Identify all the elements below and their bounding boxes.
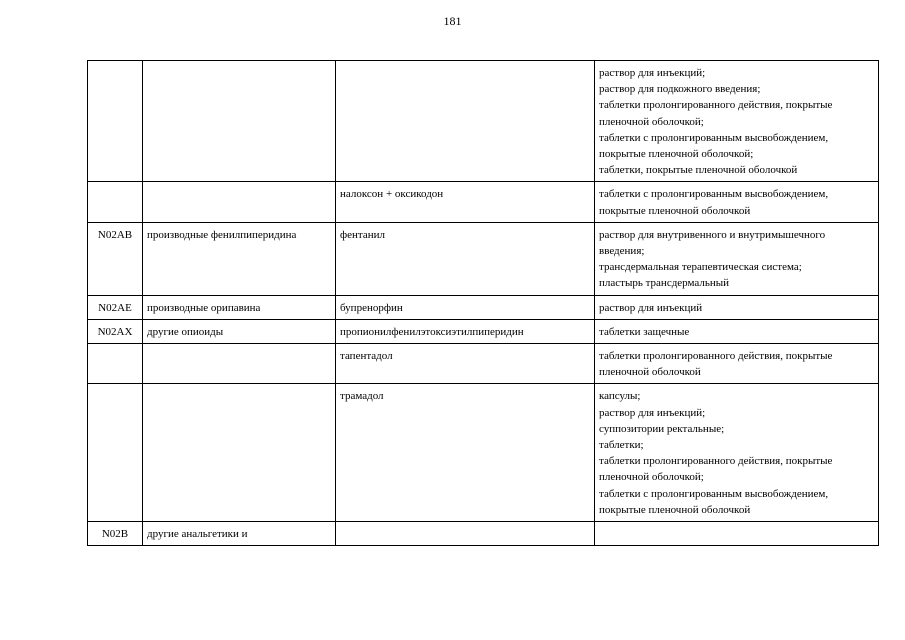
drug-name-cell: бупренорфин <box>336 295 595 319</box>
drug-name-cell: трамадол <box>336 384 595 522</box>
atc-code-cell <box>88 384 143 522</box>
group-name-cell <box>143 182 336 222</box>
drug-name-cell: пропионилфенилэтоксиэтилпиперидин <box>336 319 595 343</box>
dosage-form-line: пленочной оболочкой; <box>599 471 704 484</box>
atc-code-cell: N02AE <box>88 295 143 319</box>
table-row <box>88 182 879 222</box>
table-row <box>88 522 879 546</box>
dosage-form-line: пленочной оболочкой; <box>599 115 704 128</box>
drug-name-cell: фентанил <box>336 222 595 295</box>
dosage-form-line: таблетки пролонгированного действия, покрытые <box>599 99 833 112</box>
drug-name-cell: налоксон + оксикодон <box>336 182 595 222</box>
dosage-form-line: таблетки с пролонгированным высвобождением, <box>599 487 829 500</box>
dosage-form-line: таблетки; <box>599 439 644 452</box>
group-name-cell: производные фенилпиперидина <box>143 222 336 295</box>
dosage-form-cell <box>595 522 879 546</box>
page-number: 181 <box>443 14 462 28</box>
dosage-form-line: покрытые пленочной оболочкой <box>599 204 751 217</box>
dosage-form-line: таблетки пролонгированного действия, покрытые <box>599 455 833 468</box>
table-body <box>88 61 879 546</box>
group-name-cell <box>143 344 336 384</box>
group-name-cell <box>143 384 336 522</box>
dosage-form-cell <box>595 61 879 182</box>
drug-name-cell <box>336 522 595 546</box>
dosage-form-line: раствор для инъекций; <box>599 406 706 419</box>
dosage-form-line: покрытые пленочной оболочкой <box>599 503 751 516</box>
dosage-form-cell <box>595 182 879 222</box>
atc-code-cell <box>88 182 143 222</box>
dosage-form-cell <box>595 319 879 343</box>
dosage-form-line: таблетки, покрытые пленочной оболочкой <box>599 164 798 177</box>
dosage-form-line: таблетки защечные <box>599 325 690 338</box>
dosage-form-line: пленочной оболочкой <box>599 366 701 379</box>
atc-code-cell: N02AB <box>88 222 143 295</box>
atc-code-cell <box>88 61 143 182</box>
table-row <box>88 222 879 295</box>
dosage-form-cell <box>595 344 879 384</box>
drug-name-cell <box>336 61 595 182</box>
dosage-form-line: раствор для инъекций; <box>599 67 706 79</box>
table-row <box>88 344 879 384</box>
dosage-form-cell <box>595 222 879 295</box>
drug-table <box>87 60 879 546</box>
dosage-form-line: трансдермальная терапевтическая система; <box>599 261 802 274</box>
atc-code-cell: N02B <box>88 522 143 546</box>
table-row <box>88 384 879 522</box>
dosage-form-line: раствор для подкожного введения; <box>599 83 761 96</box>
group-name-cell <box>143 61 336 182</box>
dosage-form-line: таблетки с пролонгированным высвобождением, <box>599 188 829 201</box>
group-name-cell: другие анальгетики и <box>143 522 336 546</box>
dosage-form-line: капсулы; <box>599 390 641 403</box>
dosage-form-cell <box>595 295 879 319</box>
dosage-form-line: раствор для внутривенного и внутримышечного <box>599 228 826 241</box>
group-name-cell: производные орипавина <box>143 295 336 319</box>
dosage-form-line: раствор для инъекций <box>599 301 703 314</box>
dosage-form-line: покрытые пленочной оболочкой; <box>599 148 754 161</box>
table-row <box>88 295 879 319</box>
dosage-form-line: таблетки с пролонгированным высвобождением, <box>599 131 829 144</box>
drug-name-cell: тапентадол <box>336 344 595 384</box>
atc-code-cell: N02AX <box>88 319 143 343</box>
dosage-form-line: пластырь трансдермальный <box>599 277 730 290</box>
table-row <box>88 319 879 343</box>
dosage-form-line: суппозитории ректальные; <box>599 422 725 435</box>
dosage-form-line: таблетки пролонгированного действия, покрытые <box>599 350 833 363</box>
dosage-form-cell <box>595 384 879 522</box>
table-row <box>88 61 879 182</box>
atc-code-cell <box>88 344 143 384</box>
dosage-form-line: введения; <box>599 245 645 258</box>
group-name-cell: другие опиоиды <box>143 319 336 343</box>
